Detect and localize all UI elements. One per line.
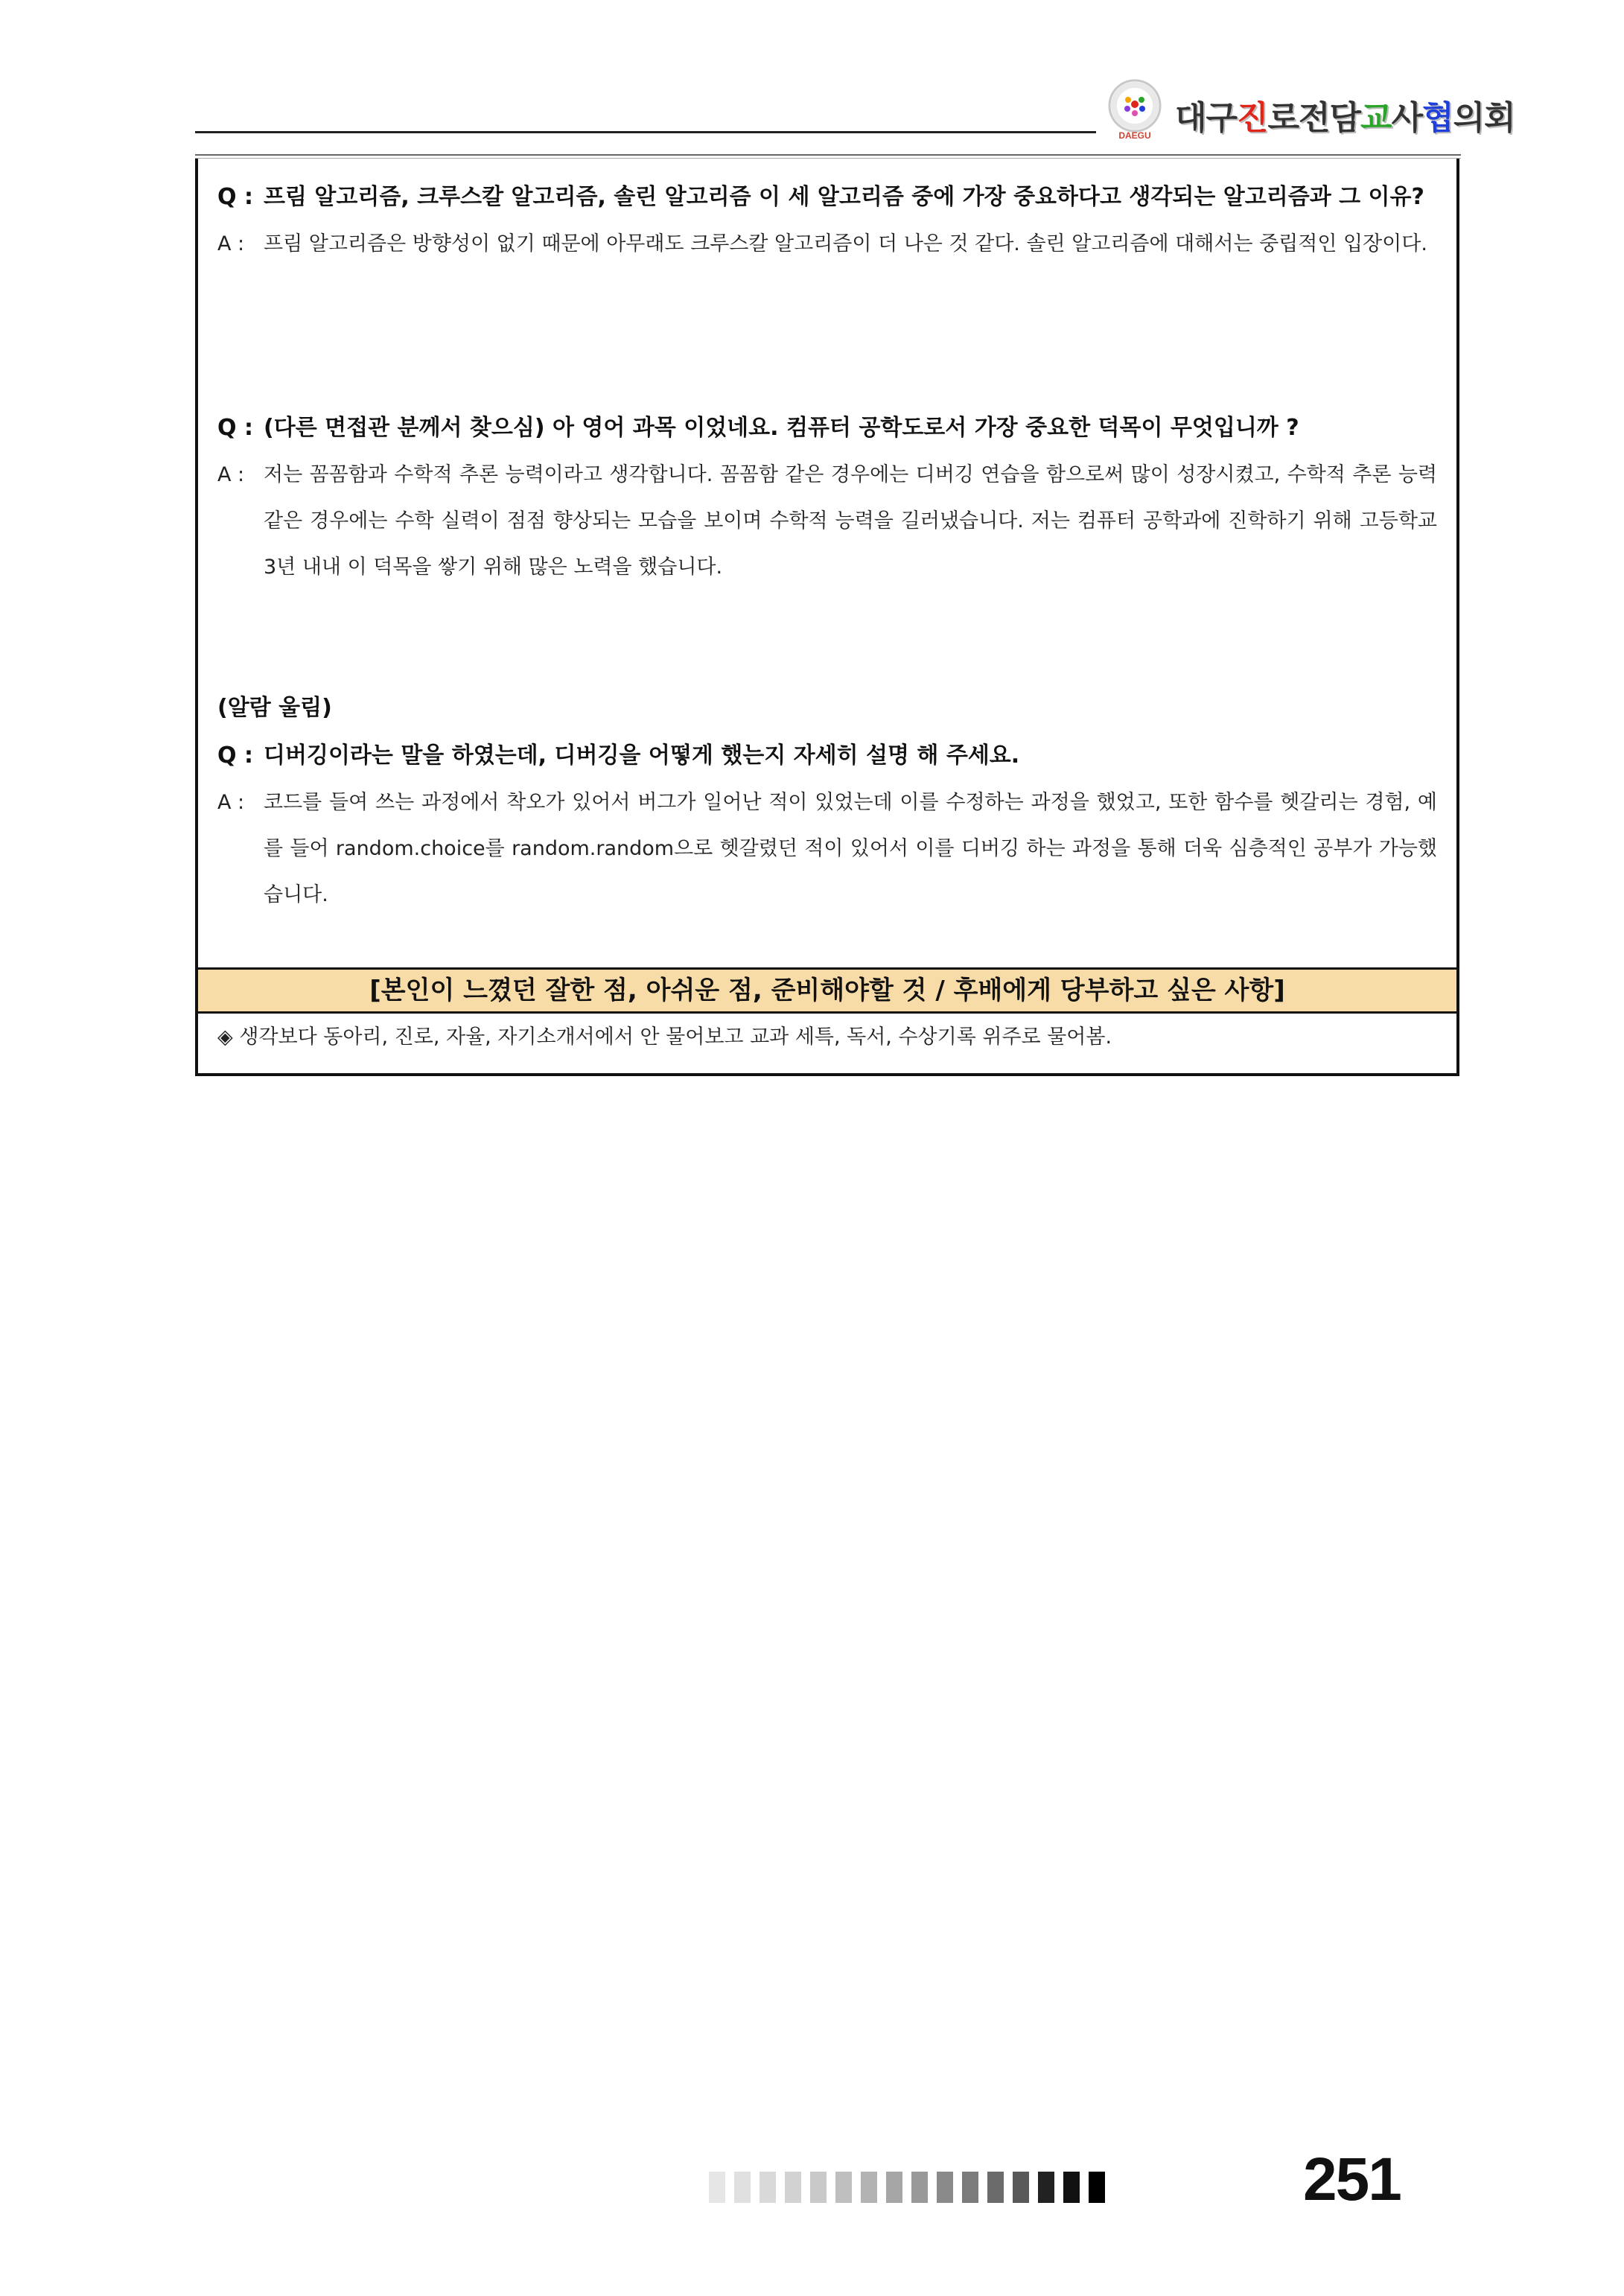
interview-box	[195, 159, 1459, 1076]
answer-2: A : 저는 꼼꼼함과 수학적 추론 능력이라고 생각합니다. 꼼꼼함 같은 경우에는 디버깅 연습을 함으로써 많이 성장시켰고, 수학적 추론 능력 같은 경우에는 수학 실력이 점점 향상되는 모습을 보이며 수학적 능력을 길러냈습니다. 저는 컴퓨터 공학과에 진학하기 위해 고등학교 3년 내내 이 덕목을 쌓기 위해 많은 노력을 했습니다.	[217, 463, 1437, 579]
reflection-text: ◈ 생각보다 동아리, 진로, 자율, 자기소개서에서 안 물어보고 교과 세특, 독서, 수상기록 위주로 물어봄.	[217, 1025, 1112, 1049]
page-decoration-bars	[709, 2172, 1105, 2203]
org-name-part: 교	[1360, 99, 1392, 137]
decoration-bar	[886, 2172, 902, 2203]
org-name-part: 대구	[1175, 99, 1238, 137]
decoration-bar	[760, 2172, 776, 2203]
diamond-bullet-icon: ◈	[217, 1025, 233, 1049]
answer-1: A : 프림 알고리즘은 방향성이 없기 때문에 아무래도 크루스칼 알고리즘이 더 나은 것 같다. 솔린 알고리즘에 대해서는 중립적인 입장이다.	[217, 232, 1427, 255]
decoration-bar	[835, 2172, 852, 2203]
header-rule	[195, 154, 1461, 156]
org-name-part: 의회	[1453, 99, 1515, 137]
alarm-note: (알람 울림)	[217, 695, 332, 721]
decoration-bar	[1089, 2172, 1105, 2203]
decoration-bar	[987, 2172, 1004, 2203]
page-number: 251	[1303, 2146, 1401, 2213]
question-1: Q : 프림 알고리즘, 크루스칼 알고리즘, 솔린 알고리즘 이 세 알고리즘 중에 가장 중요하다고 생각되는 알고리즘과 그 이유?	[217, 184, 1424, 210]
decoration-bar	[1038, 2172, 1054, 2203]
org-name-part: 로전담	[1267, 99, 1361, 137]
decoration-bar	[709, 2172, 725, 2203]
org-name-part: 협	[1422, 99, 1453, 137]
question-2: Q : (다른 면접관 분께서 찾으심) 아 영어 과목 이었네요. 컴퓨터 공학도로서 가장 중요한 덕목이 무엇입니까 ?	[217, 415, 1299, 441]
decoration-bar	[785, 2172, 801, 2203]
qa-block-2	[217, 404, 1437, 591]
decoration-bar	[734, 2172, 751, 2203]
association-logo-icon	[1102, 76, 1168, 141]
decoration-bar	[1013, 2172, 1029, 2203]
decoration-bar	[962, 2172, 978, 2203]
header-rule-left	[195, 131, 1096, 133]
decoration-bar	[1063, 2172, 1080, 2203]
org-name-part: 진	[1237, 99, 1268, 137]
qa-block-3	[217, 684, 1437, 918]
svg-text:DAEGU: DAEGU	[1118, 130, 1151, 141]
decoration-bar	[937, 2172, 953, 2203]
qa-block-1	[217, 174, 1437, 267]
question-3: Q : 디버깅이라는 말을 하였는데, 디버깅을 어떻게 했는지 자세히 설명 해 주세요.	[217, 742, 1020, 769]
decoration-bar	[810, 2172, 827, 2203]
answer-3: A : 코드를 들여 쓰는 과정에서 착오가 있어서 버그가 일어난 적이 있었는데 이를 수정하는 과정을 했었고, 또한 함수를 헷갈리는 경험, 예를 들어 random.choice를 random.random으로 헷갈렸던 적이 있어서 이를 디버깅 하는 과정을 통해 더욱 심층적인 공부가 가능했습니다.	[217, 791, 1437, 906]
decoration-bar	[911, 2172, 928, 2203]
org-name-part: 사	[1391, 99, 1423, 137]
reflection-heading: [본인이 느꼈던 잘한 점, 아쉬운 점, 준비해야할 것 / 후배에게 당부하고 싶은 사항]	[198, 967, 1456, 1014]
organization-name	[1175, 91, 1515, 139]
decoration-bar	[861, 2172, 877, 2203]
